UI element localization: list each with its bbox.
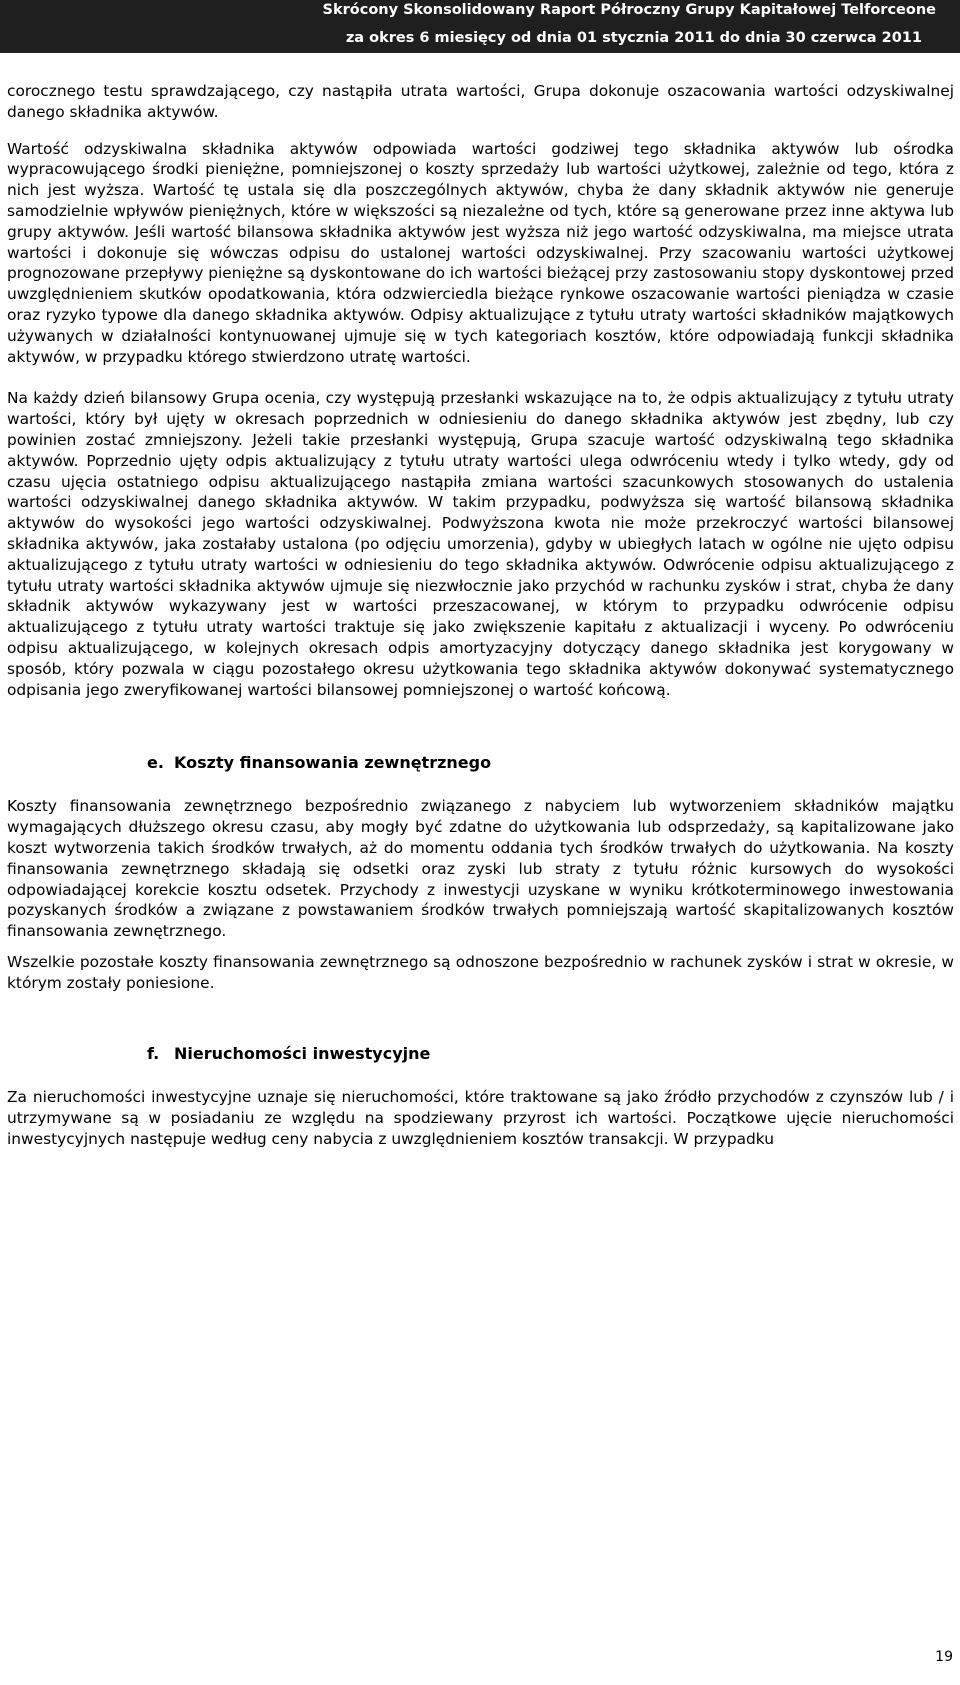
paragraph-recoverable-value: Wartość odzyskiwalna składnika aktywów odpowiada wartości godziwej tego składnika aktywów lub ośrodka wypracowującego środki pieniężne, pomniejszonej o koszty sprzedaży lub wartości użytkowej, zależnie od tego, która z nich jest wyższa. Wartość tę ustala się dla poszczególnych aktywów, chyba że dany składnik aktywów nie generuje samodzielnie wpływów pieniężnych, które w większości są niezależne od tych, które są generowane przez inne aktywa lub grupy aktywów. Jeśli wartość bilansowa składnika aktywów jest wyższa niż jego wartość odzyskiwalna, ma miejsce utrata wartości i dokonuje się wówczas odpisu do ustalonej wartości odzyskiwalnej. Przy szacowaniu wartości użytkowej prognozowane przepływy pieniężne są dyskontowane do ich wartości bieżącej przy zastosowaniu stopy dyskontowej przed uwzględnieniem skutków opodatkowania, która odzwierciedla bieżące rynkowe oszacowanie wartości pieniądza w czasie oraz ryzyko typowe dla danego składnika aktywów. Odpisy aktualizujące z tytułu utraty wartości składników majątkowych używanych w działalności kontynuowanej ujmuje się w tych kategoriach kosztów, które odpowiadają funkcji składnika aktywów, w przypadku którego stwierdzono utratę wartości. — [7, 139, 954, 366]
paragraph-other-borrowing-costs: Wszelkie pozostałe koszty finansowania zewnętrznego są odnoszone bezpośrednio w rachunek zysków i strat w okresie, w którym zostały poniesione. — [7, 952, 954, 992]
paragraph-investment-property: Za nieruchomości inwestycyjne uznaje się nieruchomości, które traktowane są jako źródło przychodów z czynszów lub / i utrzymywane są w posiadaniu ze względu na spodziewany przyrost ich wartości. Początkowe ujęcie nieruchomości inwestycyjnych następuje według ceny nabycia z uwzględnieniem kosztów transakcji. W przypadku — [7, 1088, 954, 1149]
section-number-e: e. — [147, 753, 164, 773]
section-title-e: Koszty finansowania zewnętrznego — [174, 753, 492, 773]
section-heading-e — [7, 752, 954, 773]
section-number-f: f. — [147, 1044, 160, 1064]
document-body — [7, 81, 954, 1150]
paragraph-borrowing-costs: Koszty finansowania zewnętrznego bezpośrednio związanego z nabyciem lub wytworzeniem składników majątku wymagających dłuższego okresu czasu, aby mogły być zdatne do użytkowania lub odsprzedaży, są kapitalizowane jako koszt wytworzenia takich środków trwałych, aż do momentu oddania tych środków trwałych do użytkowania. Na koszty finansowania zewnętrznego składają się odsetki oraz zyski lub straty z tytułu różnic kursowych do wysokości odpowiadającej korekcie kosztu odsetek. Przychody z inwestycji uzyskane w wyniku krótkoterminowego inwestowania pozyskanych środków a związane z powstawaniem środków trwałych pomniejszają wartość skapitalizowanych kosztów finansowania zewnętrznego. — [7, 797, 954, 941]
report-title: Skrócony Skonsolidowany Raport Półroczny Grupy Kapitałowej Telforceone — [322, 2, 936, 18]
report-period: za okres 6 miesięcy od dnia 01 stycznia 2011 do dnia 30 czerwca 2011 — [345, 30, 922, 46]
paragraph-impairment-test: corocznego testu sprawdzającego, czy nastąpiła utrata wartości, Grupa dokonuje oszacowania wartości odzyskiwalnej danego składnika aktywów. — [7, 82, 954, 121]
document-header — [0, 0, 960, 53]
paragraph-impairment-reversal: Na każdy dzień bilansowy Grupa ocenia, czy występują przesłanki wskazujące na to, że odpis aktualizujący z tytułu utraty wartości, który był ujęty w okresach poprzednich w odniesieniu do danego składnika aktywów jest zbędny, lub czy powinien zostać zmniejszony. Jeżeli takie przesłanki występują, Grupa szacuje wartość odzyskiwalną tego składnika aktywów. Poprzednio ujęty odpis aktualizujący z tytułu utraty wartości ulega odwróceniu wtedy i tylko wtedy, gdy od czasu ujęcia ostatniego odpisu aktualizującego nastąpiła zmiana wartości szacunkowych stosowanych do ustalenia wartości odzyskiwalnej danego składnika aktywów. W takim przypadku, podwyższa się wartość bilansową składnika aktywów do wysokości jego wartości odzyskiwalnej. Podwyższona kwota nie może przekroczyć wartości bilansowej składnika aktywów, jaka zostałaby ustalona (po odjęciu umorzenia), gdyby w ubiegłych latach w ogólne nie ujęto odpisu aktualizującego z tytułu utraty wartości w odniesieniu do tego składnika aktywów. Odwrócenie odpisu aktualizującego z tytułu utraty wartości składnika aktywów ujmuje się niezwłocznie jako przychód w rachunku zysków i strat, chyba że dany składnik aktywów wykazywany jest w wartości przeszacowanej, w którym to przypadku odwrócenie odpisu aktualizującego z tytułu utraty wartości traktuje się jako zwiększenie kapitału z aktualizacji i wyceny. Po odwróceniu odpisu aktualizującego, w kolejnych okresach odpis amortyzacyjny dotyczący danego składnika jest korygowany w sposób, który pozwala w ciągu pozostałego okresu użytkowania tego składnika aktywów dokonywać systematycznego odpisania jego zweryfikowanej wartości bilansowej pomniejszonej o wartość końcową. — [7, 389, 954, 699]
section-heading-f — [7, 1043, 954, 1064]
page-number: 19 — [935, 1649, 953, 1665]
section-title-f: Nieruchomości inwestycyjne — [174, 1044, 431, 1064]
